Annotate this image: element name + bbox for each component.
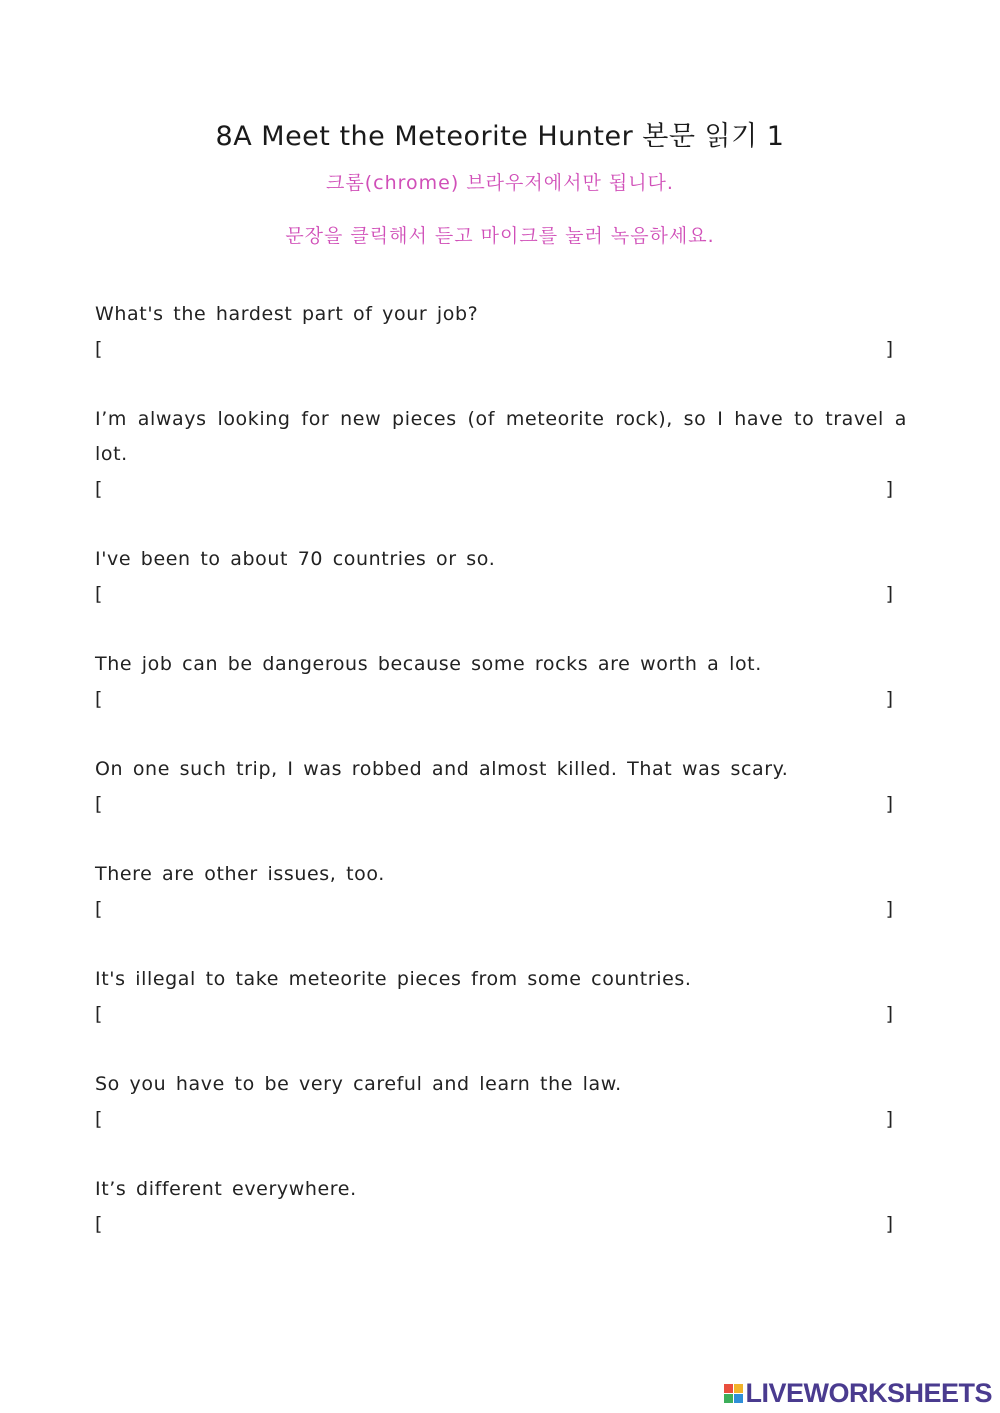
logo-square	[724, 1384, 733, 1393]
liveworksheets-logo	[724, 1378, 992, 1409]
instruction-note: 문장을 클릭해서 듣고 마이크를 눌러 녹음하세요.	[285, 225, 715, 247]
sentence-audio-6[interactable]: There are other issues, too.	[95, 863, 385, 885]
sentence-item-9	[95, 1172, 907, 1277]
bracket-open: [	[95, 1213, 103, 1235]
bracket-open: [	[95, 583, 103, 605]
browser-note: 크롬(chrome) 브라우저에서만 됩니다.	[326, 172, 674, 194]
bracket-close: ]	[885, 1213, 893, 1235]
sentence-audio-4[interactable]: The job can be dangerous because some rocks are worth a lot.	[95, 653, 762, 675]
logo-square	[734, 1394, 743, 1403]
sentence-item-8	[95, 1067, 907, 1172]
bracket-close: ]	[885, 338, 893, 360]
sentence-audio-5[interactable]: On one such trip, I was robbed and almost killed. That was scary.	[95, 758, 789, 780]
sentence-item-1	[95, 297, 907, 402]
sentence-item-2	[95, 402, 907, 542]
page-title: 8A Meet the Meteorite Hunter 본문 읽기 1	[215, 121, 785, 152]
sentence-audio-8[interactable]: So you have to be very careful and learn the law.	[95, 1073, 622, 1095]
sentence-item-6	[95, 857, 907, 962]
recording-field-1[interactable]	[95, 332, 907, 367]
sentence-audio-9[interactable]: It’s different everywhere.	[95, 1178, 357, 1200]
recording-field-8[interactable]	[95, 1102, 907, 1137]
bracket-open: [	[95, 793, 103, 815]
sentence-audio-2[interactable]: I’m always looking for new pieces (of meteorite rock), so I have to travel a lot.	[95, 408, 907, 465]
logo-square	[724, 1394, 733, 1403]
bracket-close: ]	[885, 478, 893, 500]
sentence-item-7	[95, 962, 907, 1067]
liveworksheets-wordmark: LIVEWORKSHEETS	[745, 1378, 992, 1408]
liveworksheets-logo-icon	[724, 1384, 743, 1403]
recording-field-6[interactable]	[95, 892, 907, 927]
sentence-audio-1[interactable]: What's the hardest part of your job?	[95, 303, 479, 325]
logo-square	[734, 1384, 743, 1393]
sentence-audio-3[interactable]: I've been to about 70 countries or so.	[95, 548, 496, 570]
sentence-list	[95, 297, 907, 1277]
recording-field-4[interactable]	[95, 682, 907, 717]
sentence-item-4	[95, 647, 907, 752]
bracket-open: [	[95, 338, 103, 360]
recording-field-7[interactable]	[95, 997, 907, 1032]
recording-field-5[interactable]	[95, 787, 907, 822]
recording-field-9[interactable]	[95, 1207, 907, 1242]
bracket-close: ]	[885, 898, 893, 920]
bracket-open: [	[95, 1108, 103, 1130]
bracket-close: ]	[885, 1003, 893, 1025]
sentence-item-3	[95, 542, 907, 647]
bracket-close: ]	[885, 793, 893, 815]
bracket-open: [	[95, 478, 103, 500]
bracket-close: ]	[885, 583, 893, 605]
recording-field-3[interactable]	[95, 577, 907, 612]
bracket-open: [	[95, 1003, 103, 1025]
bracket-open: [	[95, 898, 103, 920]
bracket-close: ]	[885, 1108, 893, 1130]
bracket-close: ]	[885, 688, 893, 710]
sentence-audio-7[interactable]: It's illegal to take meteorite pieces from some countries.	[95, 968, 692, 990]
sentence-item-5	[95, 752, 907, 857]
recording-field-2[interactable]	[95, 472, 907, 507]
bracket-open: [	[95, 688, 103, 710]
